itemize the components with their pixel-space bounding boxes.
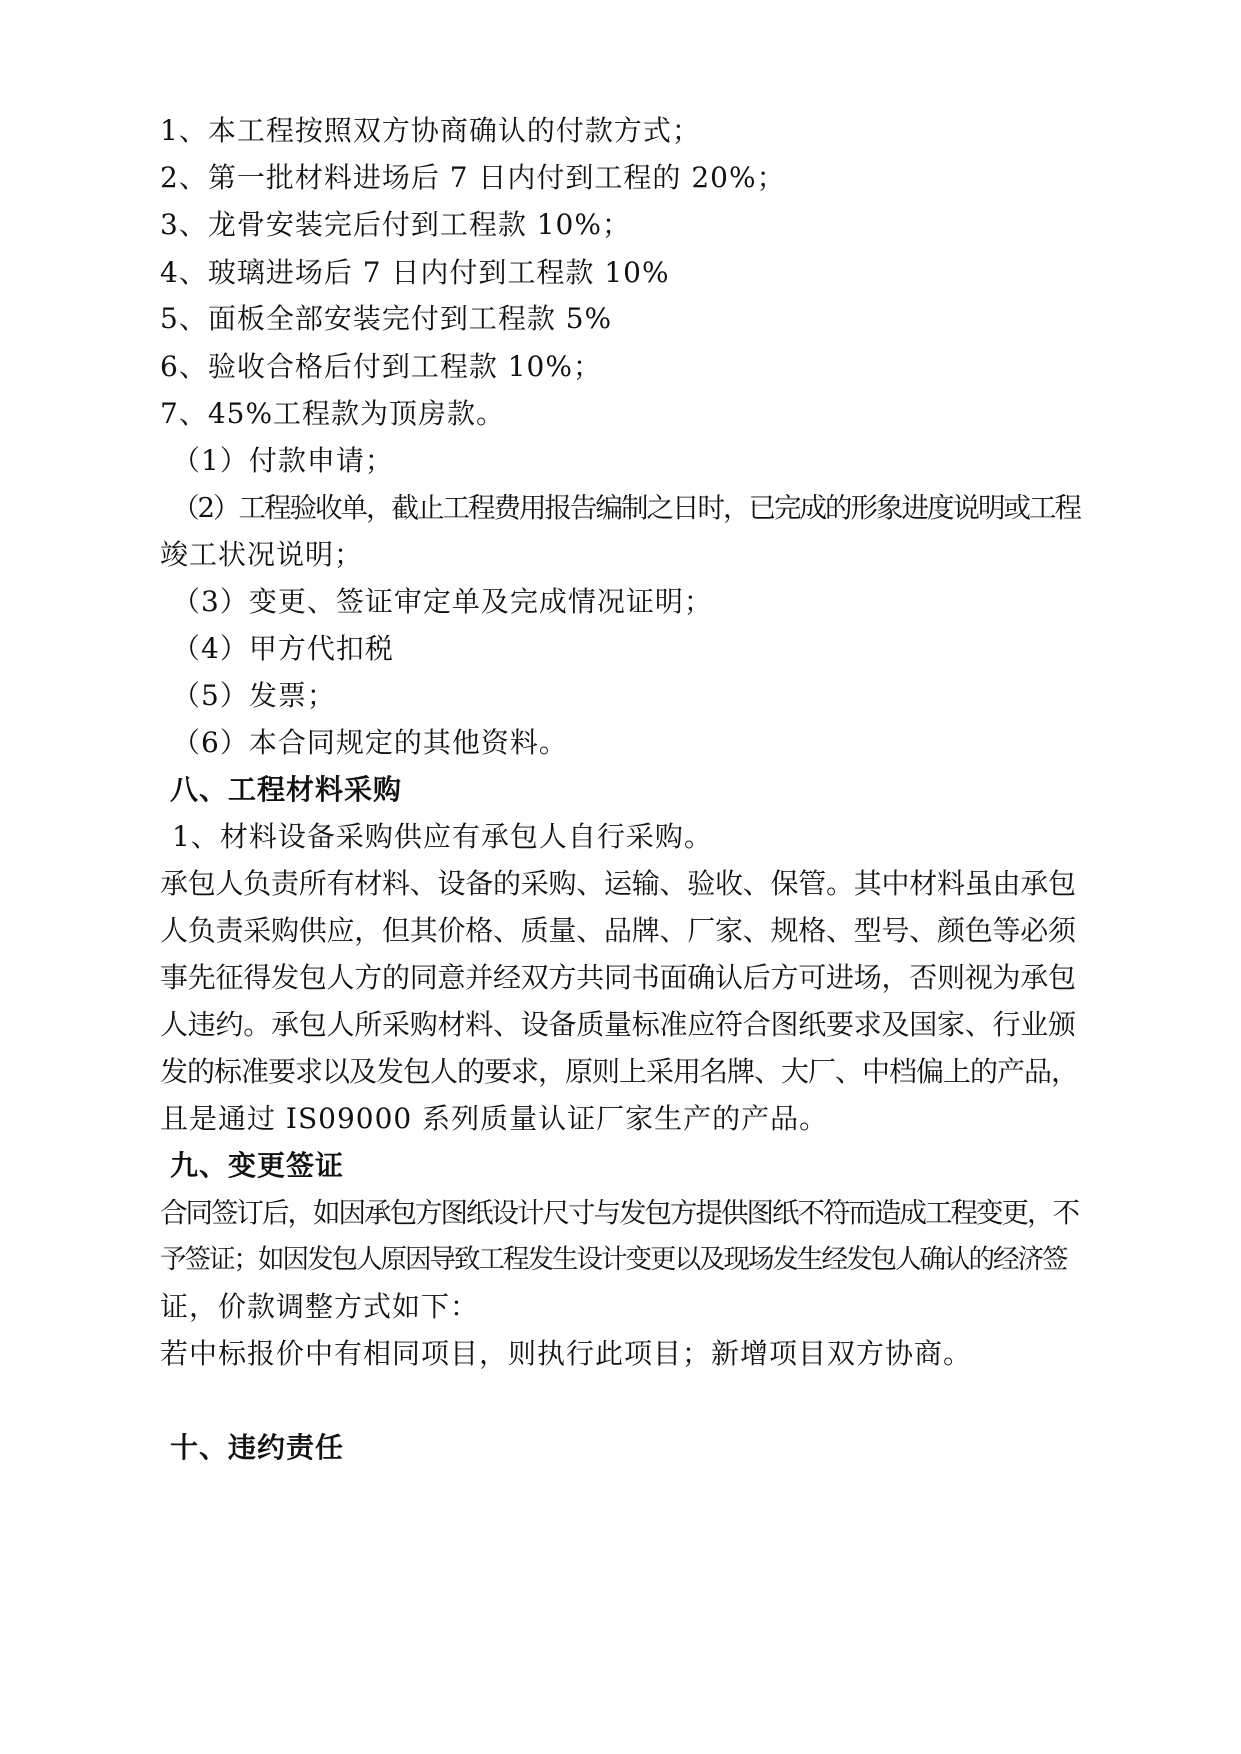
section-8-paragraph-line-3: 事先征得发包人方的同意并经双方共同书面确认后方可进场，否则视为承包 <box>160 961 1076 994</box>
doc-item-5: （5）发票； <box>172 679 336 712</box>
section-9-paragraph-line-4: 若中标报价中有相同项目，则执行此项目；新增项目双方协商。 <box>160 1337 973 1370</box>
section-9-paragraph-line-3: 证，价款调整方式如下： <box>160 1290 480 1323</box>
doc-item-1: （1）付款申请； <box>172 444 394 477</box>
section-8-paragraph-line-5: 发的标准要求以及发包人的要求，原则上采用名牌、大厂、中档偏上的产品， <box>160 1055 1079 1088</box>
section-10-heading: 十、违约责任 <box>170 1431 345 1464</box>
section-9-paragraph-line-2: 予签证；如因发包人原因导致工程发生设计变更以及现场发生经发包人确认的经济签 <box>160 1244 1067 1275</box>
payment-item-7: 7、45%工程款为顶房款。 <box>160 397 506 430</box>
section-8-heading: 八、工程材料采购 <box>170 773 403 806</box>
section-8-paragraph-line-6: 且是通过 IS09000 系列质量认证厂家生产的产品。 <box>160 1102 829 1135</box>
payment-item-2: 2、第一批材料进场后 7 日内付到工程的 20%； <box>160 161 786 194</box>
payment-item-5: 5、面板全部安装完付到工程款 5% <box>160 302 613 335</box>
section-8-paragraph-line-1: 承包人负责所有材料、设备的采购、运输、验收、保管。其中材料虽由承包 <box>160 867 1076 900</box>
payment-item-4: 4、玻璃进场后 7 日内付到工程款 10% <box>160 256 670 289</box>
section-8-paragraph-line-4: 人违约。承包人所采购材料、设备质量标准应符合图纸要求及国家、行业颁 <box>160 1008 1076 1041</box>
section-8-item-1: 1、材料设备采购供应有承包人自行采购。 <box>172 820 713 853</box>
payment-item-3: 3、龙骨安装完后付到工程款 10%； <box>160 208 631 241</box>
section-8-paragraph-line-2: 人负责采购供应，但其价格、质量、品牌、厂家、规格、型号、颜色等必须 <box>160 914 1076 947</box>
doc-item-3: （3）变更、签证审定单及完成情况证明； <box>172 585 713 618</box>
doc-item-2: （2）工程验收单，截止工程费用报告编制之日时，已完成的形象进度说明或工程 <box>172 492 1080 524</box>
payment-item-6: 6、验收合格后付到工程款 10%； <box>160 350 602 383</box>
payment-item-1: 1、本工程按照双方协商确认的付款方式； <box>160 114 701 147</box>
section-9-heading: 九、变更签证 <box>170 1149 345 1182</box>
section-9-paragraph-line-1: 合同签订后，如因承包方图纸设计尺寸与发包方提供图纸不符而造成工程变更，不 <box>160 1197 1078 1229</box>
doc-item-4: （4）甲方代扣税 <box>172 632 394 665</box>
doc-item-2-continued: 竣工状况说明； <box>160 538 364 571</box>
doc-item-6: （6）本合同规定的其他资料。 <box>172 726 568 759</box>
